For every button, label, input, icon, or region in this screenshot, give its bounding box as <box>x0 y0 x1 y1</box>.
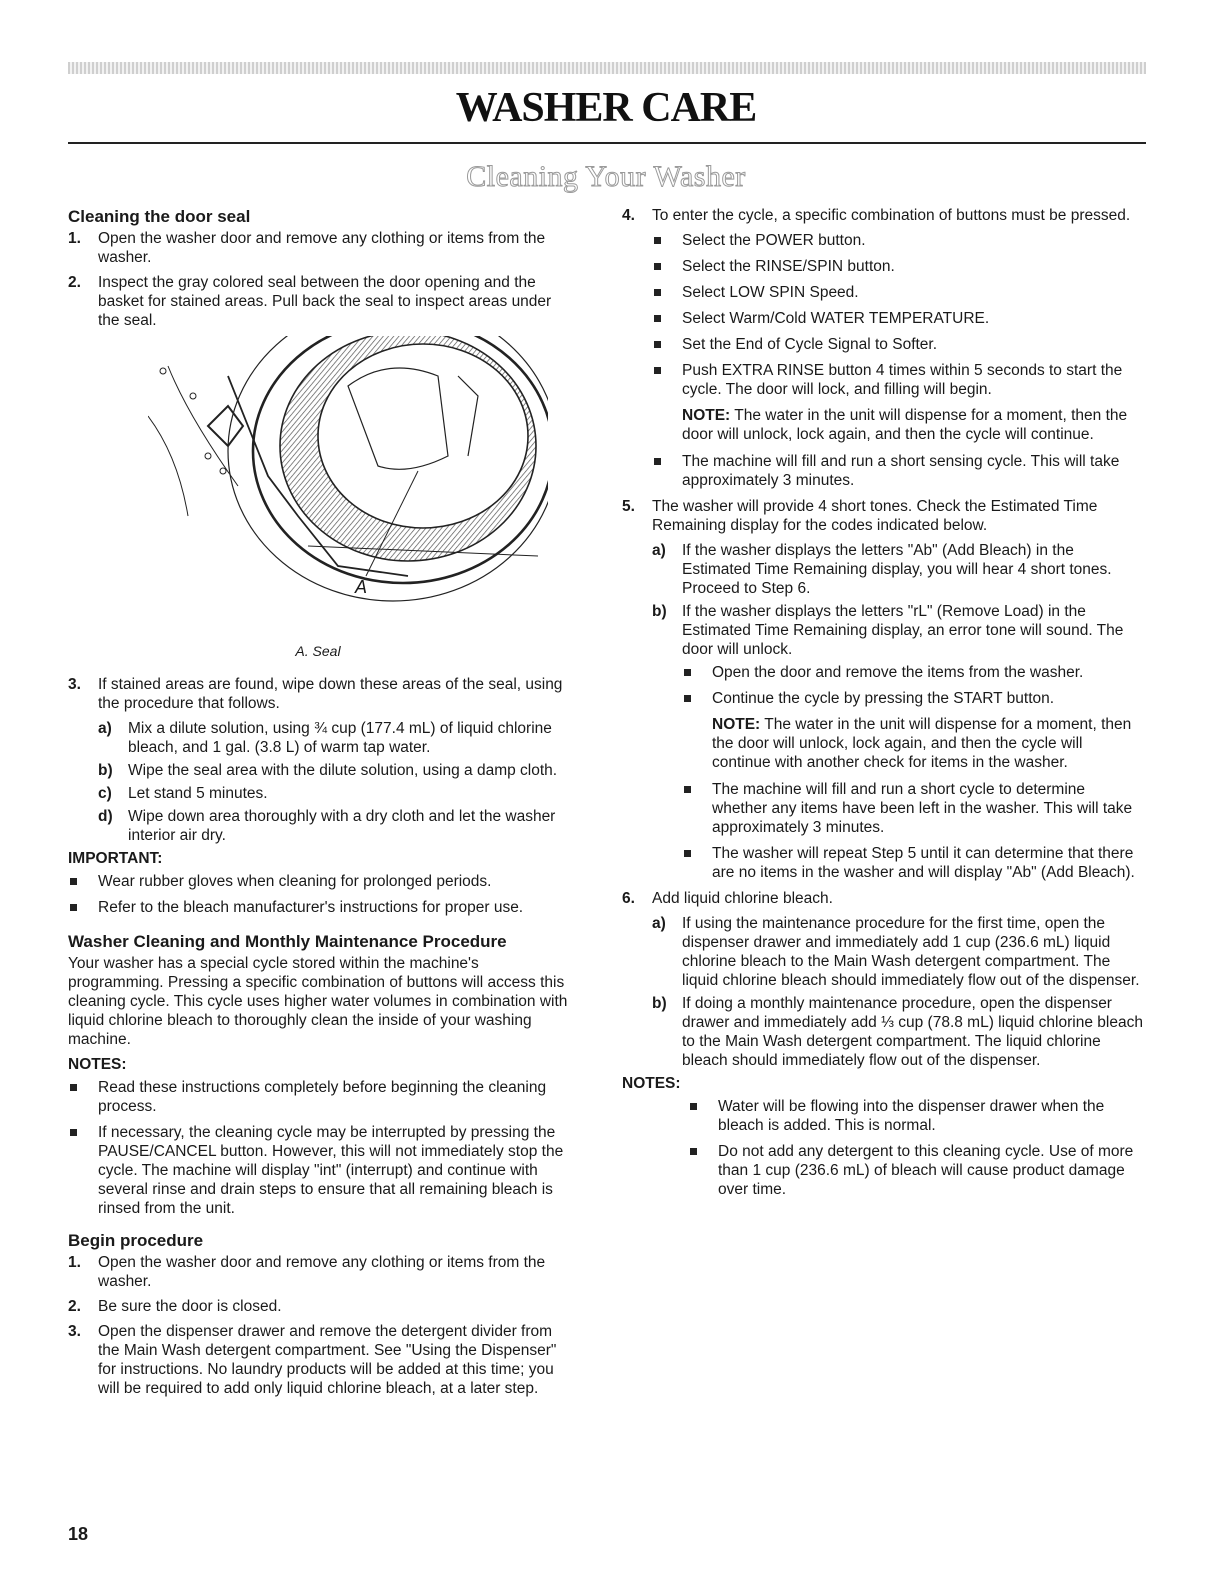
list-item: 5. The washer will provide 4 short tones. Check the Estimated Time Remaining display for the codes indicated below. <box>622 498 1098 534</box>
list-item: 3. If stained areas are found, wipe down these areas of the seal, using the procedure that follows. <box>68 676 563 712</box>
list-item: 2. Inspect the gray colored seal between the door opening and the basket for stained areas. Pull back the seal to inspect areas under the seal. <box>68 274 552 329</box>
list-item: If necessary, the cleaning cycle may be interrupted by pressing the PAUSE/CANCEL button. However, this will not immediately stop the cycle. The machine will display "int" (interrupt) and continue with several rinse and drain steps to ensure that all remaining bleach is rinsed from the unit. <box>68 1123 568 1218</box>
heading-maintenance: Washer Cleaning and Monthly Maintenance Procedure <box>68 932 507 951</box>
list-item: Select the POWER button. <box>652 231 1144 250</box>
list-item: 4. To enter the cycle, a specific combination of buttons must be pressed. <box>622 207 1131 224</box>
figure-label: A <box>355 577 368 597</box>
door-seal-drawing <box>148 336 548 636</box>
list-item: 1. Open the washer door and remove any clothing or items from the washer. <box>68 230 546 266</box>
list-item: Set the End of Cycle Signal to Softer. <box>652 335 1144 354</box>
maintenance-intro: Your washer has a special cycle stored within the machine's programming. Pressing a specific combination of buttons will access this cleaning cycle. This cycle uses higher water volumes in combination with liquid chlorine bleach to thoroughly clean the inside of your washing machine. <box>68 955 568 1048</box>
left-column <box>68 206 568 1404</box>
list-item: a) If using the maintenance procedure for the first time, open the dispenser drawer and immediately add 1 cup (236.6 mL) liquid chlorine bleach to the Main Wash detergent compartment. The liquid chlorine bleach should immediately flow out of the dispenser. <box>652 915 1140 989</box>
list-item: 3. Open the dispenser drawer and remove the detergent divider from the Main Wash detergent compartment. See "Using the Dispenser" for instructions. No laundry products will be added at this time; you will be required to add only liquid chlorine bleach, at a later step. <box>68 1323 557 1397</box>
list-item: b) Wipe the seal area with the dilute solution, using a damp cloth. <box>98 762 558 779</box>
page-title: WASHER CARE <box>455 85 757 131</box>
door-seal-illustration <box>148 336 548 636</box>
important-label: IMPORTANT: <box>68 850 163 867</box>
list-item: Refer to the bleach manufacturer's instructions for proper use. <box>68 898 568 917</box>
list-item: Water will be flowing into the dispenser drawer when the bleach is added. This is normal. <box>688 1097 1144 1135</box>
list-item: Select the RINSE/SPIN button. <box>652 257 1144 276</box>
list-item: Do not add any detergent to this cleaning cycle. Use of more than 1 cup (236.6 mL) of bleach will cause product damage over time. <box>688 1142 1144 1199</box>
list-item: c) Let stand 5 minutes. <box>98 785 268 802</box>
list-item: 6. Add liquid chlorine bleach. <box>622 890 833 907</box>
section-title: Cleaning Your Washer <box>466 160 746 193</box>
notes-label: NOTES: <box>68 1056 127 1073</box>
heading-begin: Begin procedure <box>68 1231 204 1250</box>
note: NOTE: The water in the unit will dispense for a moment, then the door will unlock, lock again, and then the cycle will continue with another check for items in the washer. <box>712 716 1132 771</box>
list-item: a) If the washer displays the letters "Ab" (Add Bleach) in the Estimated Time Remaining display, you will hear 4 short tones. Proceed to Step 6. <box>652 542 1112 597</box>
list-item: Read these instructions completely before beginning the cleaning process. <box>68 1078 568 1116</box>
heading-door-seal: Cleaning the door seal <box>68 207 251 226</box>
note: NOTE: The water in the unit will dispense for a moment, then the door will unlock, lock again, and then the cycle will continue. <box>682 407 1128 443</box>
list-item: The washer will repeat Step 5 until it can determine that there are no items in the washer and will display "Ab" (Add Bleach). <box>682 844 1144 882</box>
list-item: Wear rubber gloves when cleaning for prolonged periods. <box>68 872 568 891</box>
list-item: Select Warm/Cold WATER TEMPERATURE. <box>652 309 1144 328</box>
list-item: Select LOW SPIN Speed. <box>652 283 1144 302</box>
header-band <box>68 62 1146 74</box>
list-item: 1. Open the washer door and remove any clothing or items from the washer. <box>68 1254 546 1290</box>
list-item: The machine will fill and run a short cycle to determine whether any items have been left in the washer. This will take approximately 3 minutes. <box>682 780 1144 837</box>
list-item: d) Wipe down area thoroughly with a dry cloth and let the washer interior air dry. <box>98 808 556 844</box>
notes-label: NOTES: <box>622 1075 681 1092</box>
right-column <box>622 206 1144 1206</box>
list-item: b) If the washer displays the letters "rL" (Remove Load) in the Estimated Time Remaining display, an error tone will sound. The door will unlock. <box>652 603 1124 658</box>
list-item: Open the door and remove the items from the washer. <box>682 663 1144 682</box>
list-item: Continue the cycle by pressing the START button. <box>682 689 1144 708</box>
title-rule <box>68 142 1146 144</box>
list-item: 2. Be sure the door is closed. <box>68 1298 282 1315</box>
list-item: Push EXTRA RINSE button 4 times within 5 seconds to start the cycle. The door will lock, and filling will begin. <box>652 361 1144 399</box>
list-item: The machine will fill and run a short sensing cycle. This will take approximately 3 minutes. <box>652 452 1144 490</box>
figure-caption: A. Seal <box>295 643 341 659</box>
list-item: a) Mix a dilute solution, using ¾ cup (177.4 mL) of liquid chlorine bleach, and 1 gal. (3.8 L) of warm tap water. <box>98 720 552 756</box>
page-number: 18 <box>68 1524 89 1544</box>
list-item: b) If doing a monthly maintenance procedure, open the dispenser drawer and immediately add ⅓ cup (78.8 mL) liquid chlorine bleach to the Main Wash detergent compartment. The liquid chlorine bleach should immediately flow out of the dispenser. <box>652 995 1143 1069</box>
